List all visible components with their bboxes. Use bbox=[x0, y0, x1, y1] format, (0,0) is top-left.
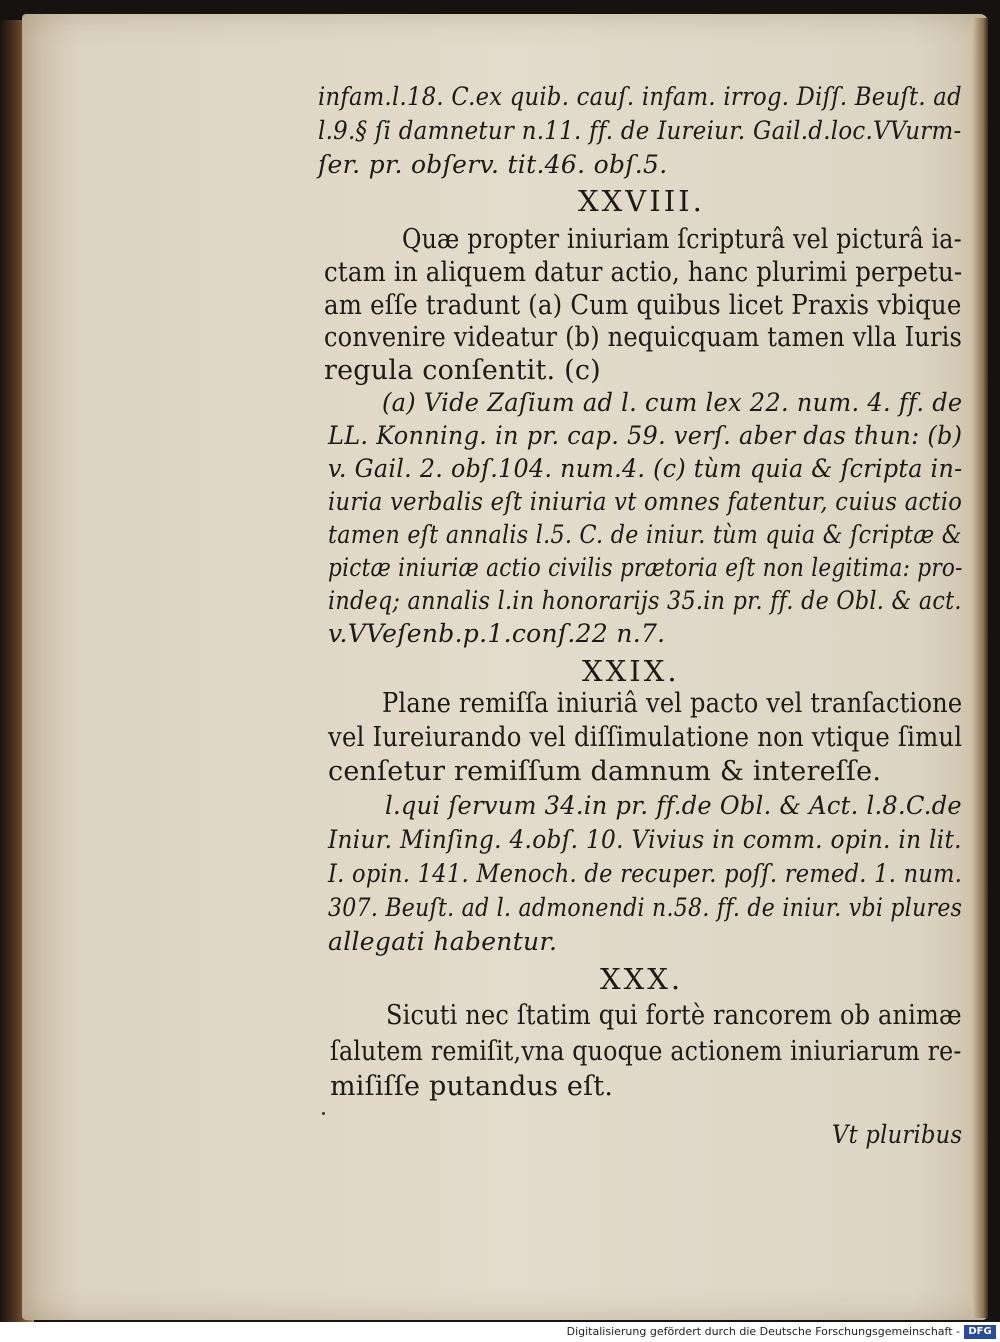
section-heading: XXVIII. bbox=[578, 184, 705, 218]
text-line: convenire videatur (b) nequicquam tamen vlla Iuris bbox=[324, 322, 963, 353]
dfg-logo: DFG bbox=[964, 1325, 996, 1339]
citation-line: 307. Beuſt. ad l. admonendi n.58. ff. de iniur. vbi plures bbox=[328, 893, 963, 922]
footnote-line: v. Gail. 2. obſ.104. num.4. (c) tùm quia & ſcripta in- bbox=[328, 454, 963, 483]
catchword: Vt pluribus bbox=[832, 1120, 963, 1149]
citation-line: allegati habentur. bbox=[328, 927, 558, 956]
footnote-line: pictæ iniuriæ actio civilis prætoria eſt non legitima: pro- bbox=[328, 553, 963, 582]
text-line: infam.l.18. C.ex quib. cauſ. infam. irrog. Diſſ. Beuſt. ad bbox=[318, 82, 962, 111]
footnote-line: indeq; annalis l.in honorarijs 35.in pr. ff. de Obl. & act. bbox=[328, 586, 962, 615]
text-line: regula conſentit. (c) bbox=[324, 355, 601, 386]
section-heading: XXX. bbox=[600, 962, 684, 996]
text-line: vel Iureiurando vel diſſimulatione non vtique ſimul bbox=[328, 722, 963, 753]
footnote-line: iuria verbalis eſt iniuria vt omnes fatentur, cuius actio bbox=[328, 487, 963, 516]
text-line: Quæ propter iniuriam ſcripturâ vel picturâ ia- bbox=[402, 224, 962, 255]
footnote-line: v.VVeſenb.p.1.conſ.22 n.7. bbox=[328, 619, 666, 648]
citation-line: I. opin. 141. Menoch. de recuper. poſſ. remed. 1. num. bbox=[328, 859, 963, 888]
text-line: ſalutem remiſit,vna quoque actionem iniuriarum re- bbox=[330, 1036, 962, 1067]
text-line: Plane remiſſa iniuriâ vel pacto vel tranſactione bbox=[382, 688, 963, 719]
text-line: ſer. pr. obſerv. tit.46. obſ.5. bbox=[318, 150, 668, 179]
footnote-line: LL. Konning. in pr. cap. 59. verſ. aber das thun: (b) bbox=[328, 421, 963, 450]
text-line: ctam in aliquem datur actio, hanc plurimi perpetu- bbox=[324, 257, 963, 288]
footnote-line: (a) Vide Zaſium ad l. cum lex 22. num. 4. ff. de bbox=[382, 388, 963, 417]
page-right-edge bbox=[972, 18, 988, 1318]
citation-line: Iniur. Minſing. 4.obſ. 10. Vivius in comm. opin. in lit. bbox=[328, 825, 962, 854]
footer-bar bbox=[0, 1322, 1000, 1342]
citation-line: l.qui ſervum 34.in pr. ff.de Obl. & Act. l.8.C.de bbox=[385, 791, 962, 820]
footnote-line: tamen eſt annalis l.5. C. de iniur. tùm quia & ſcriptæ & bbox=[328, 520, 962, 549]
text-line: Sicuti nec ſtatim qui fortè rancorem ob animæ bbox=[386, 1000, 962, 1031]
ink-speck bbox=[322, 1112, 325, 1115]
text-line: cenſetur remiſſum damnum & intereſſe. bbox=[328, 756, 882, 787]
text-line: miſiſſe putandus eſt. bbox=[330, 1071, 614, 1102]
footer-credit: Digitalisierung gefördert durch die Deutsche Forschungsgemeinschaft - bbox=[566, 1325, 960, 1338]
text-line: am eſſe tradunt (a) Cum quibus licet Praxis vbique bbox=[324, 290, 962, 321]
text-line: l.9.§ ſi damnetur n.11. ff. de Iureiur. Gail.d.loc.VVurm- bbox=[318, 116, 962, 145]
section-heading: XXIX. bbox=[582, 654, 680, 688]
